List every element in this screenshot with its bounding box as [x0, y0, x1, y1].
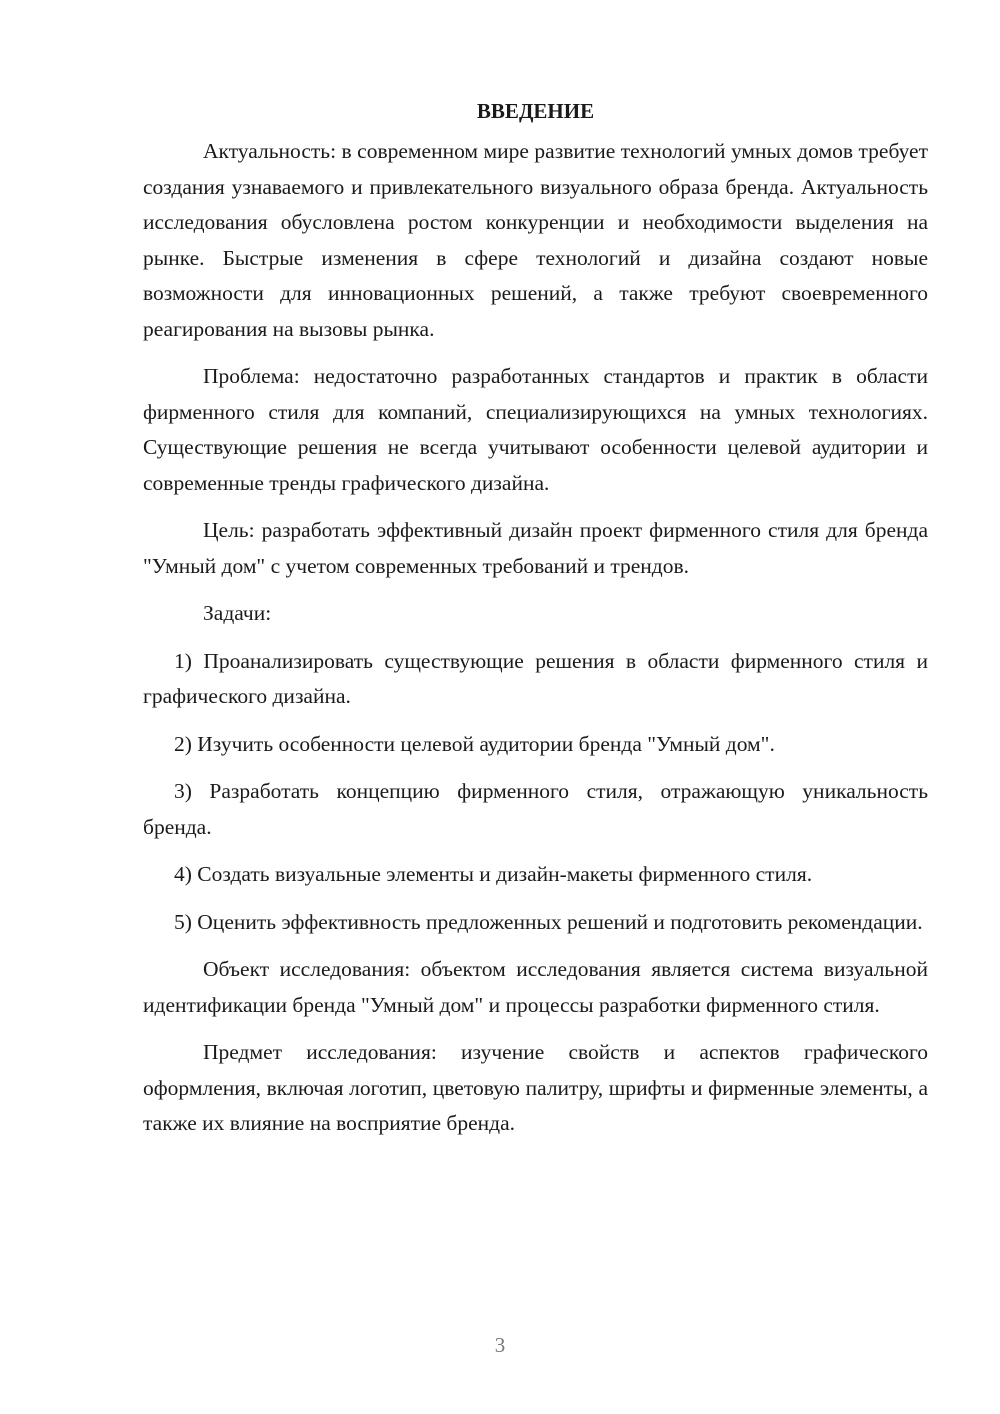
- paragraph-goal: Цель: разработать эффективный дизайн проект фирменного стиля для бренда "Умный дом" с учетом современных требований и трендов.: [143, 518, 928, 578]
- task-item-4: 4) Создать визуальные элементы и дизайн-макеты фирменного стиля.: [174, 862, 813, 886]
- paragraph-problem: Проблема: недостаточно разработанных стандартов и практик в области фирменного стиля для компаний, специализирующихся на умных технологиях. Существующие решения не всегда учитывают особенности целевой аудитории и современные тренды графического дизайна.: [143, 364, 928, 495]
- paragraph-tasks-label: Задачи:: [203, 601, 272, 625]
- section-heading: ВВЕДЕНИЕ: [476, 99, 595, 123]
- task-item-5: 5) Оценить эффективность предложенных решений и подготовить рекомендации.: [174, 909, 923, 934]
- page-number: 3: [494, 1333, 506, 1357]
- task-item-1: 1) Проанализировать существующие решения в области фирменного стиля и графического дизайна.: [143, 648, 928, 708]
- paragraph-subject: Предмет исследования: изучение свойств и аспектов графического оформления, включая логотип, цветовую палитру, шрифты и фирменные элементы, а также их влияние на восприятие бренда.: [143, 1040, 928, 1135]
- paragraph-object: Объект исследования: объектом исследования является система визуальной идентификации бренда "Умный дом" и процессы разработки фирменного стиля.: [143, 957, 928, 1017]
- page-body: [143, 96, 928, 1154]
- task-item-3: 3) Разработать концепцию фирменного стиля, отражающую уникальность бренда.: [143, 779, 928, 839]
- task-item-2: 2) Изучить особенности целевой аудитории бренда "Умный дом".: [174, 731, 775, 756]
- paragraph-relevance: Актуальность: в современном мире развитие технологий умных домов требует создания узнаваемого и привлекательного визуального образа бренда. Актуальность исследования обусловлена ростом конкуренции и необходимости выделения на рынке. Быстрые изменения в сфере технологий и дизайна создают новые возможности для инновационных решений, а также требуют своевременного реагирования на вызовы рынка.: [143, 139, 928, 341]
